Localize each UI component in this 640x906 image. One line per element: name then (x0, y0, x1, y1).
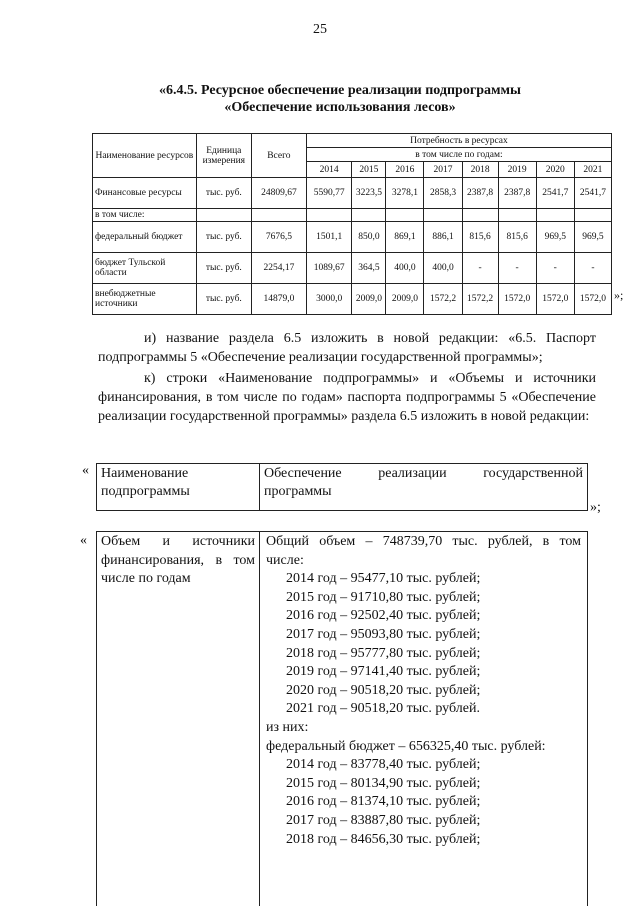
total-volume-line-2: числе: (266, 552, 304, 568)
empty-cell (498, 209, 536, 222)
federal-year-line: 2016 год – 81374,10 тыс. рублей; (286, 794, 481, 810)
year-header: 2020 (536, 162, 574, 178)
empty-cell (306, 209, 352, 222)
year-header: 2018 (462, 162, 498, 178)
empty-cell (251, 209, 306, 222)
row-year-value: 2387,8 (462, 178, 498, 209)
table-row (93, 284, 612, 315)
row-year-value: 1572,0 (536, 284, 574, 315)
row-name-cell: внебюджетные источники (93, 284, 197, 315)
row-total-cell: 2254,17 (251, 253, 306, 284)
paragraph-i: и) название раздела 6.5 изложить в новой редакции: «6.5. Паспорт подпрограммы 5 «Обеспечение реализации государственной программы»; (98, 331, 596, 365)
row-year-value: 869,1 (386, 222, 424, 253)
row-year-value: 1572,0 (498, 284, 536, 315)
row-unit-cell: тыс. руб. (196, 178, 251, 209)
row-year-value: 1572,2 (424, 284, 462, 315)
box1-closing-quote: »; (590, 500, 601, 515)
federal-years-list (266, 756, 581, 849)
row-total-cell: 24809,67 (251, 178, 306, 209)
row-year-value: 3000,0 (306, 284, 352, 315)
federal-year-line: 2018 год – 84656,30 тыс. рублей; (286, 831, 481, 847)
row-year-value: 2387,8 (498, 178, 536, 209)
table-row (93, 253, 612, 284)
row-year-value: 969,5 (574, 222, 611, 253)
total-year-line: 2014 год – 95477,10 тыс. рублей; (286, 571, 481, 587)
row-year-value: 400,0 (386, 253, 424, 284)
total-year-line: 2018 год – 95777,80 тыс. рублей; (286, 645, 481, 661)
empty-cell (424, 209, 462, 222)
total-year-line: 2015 год – 91710,80 тыс. рублей; (286, 589, 481, 605)
row-year-value: 815,6 (498, 222, 536, 253)
header-by-years: в том числе по годам: (306, 148, 611, 162)
row-year-value: 1089,67 (306, 253, 352, 284)
federal-year-line: 2014 год – 83778,40 тыс. рублей; (286, 757, 481, 773)
box1-open-quote: « (82, 463, 89, 478)
funding-box (96, 531, 588, 906)
header-need: Потребность в ресурсах (306, 134, 611, 148)
row-year-value: 400,0 (424, 253, 462, 284)
of-them-label: из них: (266, 719, 309, 735)
resource-table (92, 133, 612, 315)
row-year-value: 2009,0 (352, 284, 386, 315)
row-year-value: 1501,1 (306, 222, 352, 253)
row-year-value: - (574, 253, 611, 284)
subprogram-name-box (96, 463, 588, 511)
federal-year-line: 2015 год – 80134,90 тыс. рублей; (286, 775, 481, 791)
row-unit-cell: тыс. руб. (196, 222, 251, 253)
row-year-value: 886,1 (424, 222, 462, 253)
table-row (93, 178, 612, 209)
row-year-value: 3278,1 (386, 178, 424, 209)
header-total: Всего (251, 134, 306, 178)
subprogram-name-label: Наименование подпрограммы (97, 464, 260, 510)
row-year-value: 850,0 (352, 222, 386, 253)
row-year-value: 2009,0 (386, 284, 424, 315)
total-year-line: 2019 год – 97141,40 тыс. рублей; (286, 664, 481, 680)
year-header: 2015 (352, 162, 386, 178)
row-year-value: - (462, 253, 498, 284)
row-year-value: 815,6 (462, 222, 498, 253)
row-year-value: - (498, 253, 536, 284)
year-header: 2021 (574, 162, 611, 178)
table-row (93, 209, 612, 222)
federal-budget-line: федеральный бюджет – 656325,40 тыс. рублей: (266, 738, 546, 754)
row-total-cell: 14879,0 (251, 284, 306, 315)
total-volume-line: Общий объем – 748739,70 тыс. рублей, в том (266, 534, 581, 549)
paragraph-k: к) строки «Наименование подпрограммы» и «Объемы и источники финансирования, в том числе по годам» паспорта подпрограммы 5 «Обеспечение реализации государственной программы» раздела 6.5 изложить в новой редакции: (98, 371, 596, 424)
row-unit-cell: тыс. руб. (196, 253, 251, 284)
empty-cell (462, 209, 498, 222)
year-header: 2014 (306, 162, 352, 178)
row-total-cell: 7676,5 (251, 222, 306, 253)
row-year-value: 2858,3 (424, 178, 462, 209)
row-name-cell: бюджет Тульской области (93, 253, 197, 284)
row-year-value: 364,5 (352, 253, 386, 284)
year-header: 2019 (498, 162, 536, 178)
row-year-value: - (536, 253, 574, 284)
row-name-cell: федеральный бюджет (93, 222, 197, 253)
page-number: 25 (313, 22, 327, 37)
row-year-value: 969,5 (536, 222, 574, 253)
table-row (93, 222, 612, 253)
row-year-value: 2541,7 (574, 178, 611, 209)
federal-year-line: 2017 год – 83887,80 тыс. рублей; (286, 812, 481, 828)
row-year-value: 2541,7 (536, 178, 574, 209)
subheader-cell: в том числе: (93, 209, 197, 222)
table-closing-quote: »; (614, 288, 624, 302)
total-year-line: 2017 год – 95093,80 тыс. рублей; (286, 626, 481, 642)
box2-open-quote: « (80, 533, 87, 548)
empty-cell (536, 209, 574, 222)
heading-line-2: «Обеспечение использования лесов» (224, 100, 456, 115)
resource-table-body (93, 178, 612, 315)
funding-value (260, 532, 587, 906)
empty-cell (574, 209, 611, 222)
heading-line-1: «6.4.5. Ресурсное обеспечение реализации подпрограммы (159, 83, 521, 98)
total-year-line: 2021 год – 90518,20 тыс. рублей. (286, 701, 480, 717)
funding-label-text: Объем и источники финансирования, в том числе по годам (101, 534, 255, 587)
header-unit: Единица измерения (196, 134, 251, 178)
row-name-cell: Финансовые ресурсы (93, 178, 197, 209)
total-year-line: 2020 год – 90518,20 тыс. рублей; (286, 682, 481, 698)
row-year-value: 1572,0 (574, 284, 611, 315)
total-years-list (266, 570, 581, 719)
empty-cell (386, 209, 424, 222)
empty-cell (196, 209, 251, 222)
funding-label (97, 532, 260, 906)
year-header: 2016 (386, 162, 424, 178)
year-header: 2017 (424, 162, 462, 178)
row-year-value: 5590,77 (306, 178, 352, 209)
row-unit-cell: тыс. руб. (196, 284, 251, 315)
header-name: Наименование ресурсов (93, 134, 197, 178)
row-year-value: 1572,2 (462, 284, 498, 315)
empty-cell (352, 209, 386, 222)
subprogram-name-value: Обеспечение реализации государственной программы (264, 466, 583, 499)
total-year-line: 2016 год – 92502,40 тыс. рублей; (286, 608, 481, 624)
row-year-value: 3223,5 (352, 178, 386, 209)
section-heading (60, 82, 620, 116)
